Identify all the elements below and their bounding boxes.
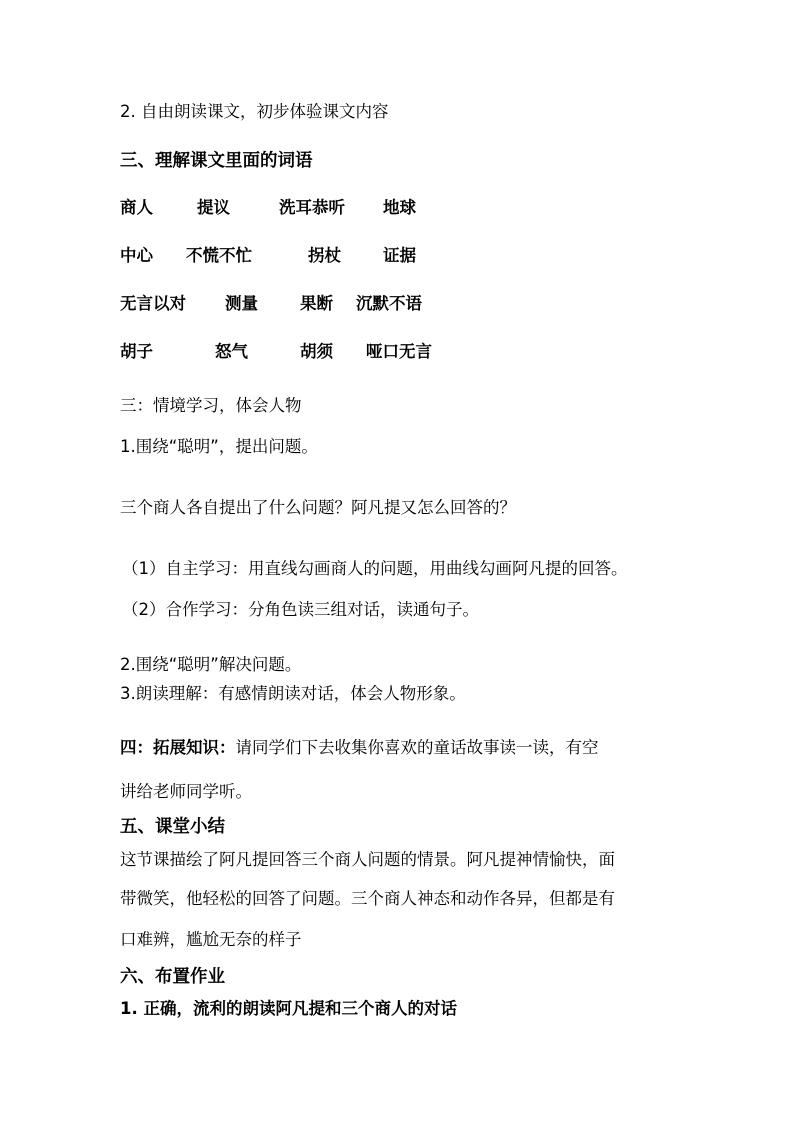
summary-line: 带微笑，他轻松的回答了问题。三个商人神态和动作各异，但都是有 <box>120 889 615 908</box>
extension-paragraph <box>120 737 599 759</box>
vocab-word: 怒气 <box>215 342 248 361</box>
vocab-word: 胡子 <box>120 342 153 361</box>
vocab-word: 果断 <box>300 294 333 313</box>
vocab-word: 哑口无言 <box>366 342 432 361</box>
vocab-word: 沉默不语 <box>356 294 422 313</box>
section-heading-vocabulary: 三、理解课文里面的词语 <box>120 151 313 171</box>
vocab-word: 无言以对 <box>120 294 186 313</box>
vocab-word: 证据 <box>383 246 416 265</box>
vocab-word: 测量 <box>225 294 258 313</box>
extension-text: 请同学们下去收集你喜欢的童话故事读一读，有空 <box>235 738 599 757</box>
vocab-word: 商人 <box>120 198 153 217</box>
section-heading-situational-learning: 三：情境学习，体会人物 <box>120 396 302 415</box>
summary-line: 这节课描绘了阿凡提回答三个商人问题的情景。阿凡提神情愉快，面 <box>120 850 615 869</box>
summary-line: 口难辨，尴尬无奈的样子 <box>120 930 302 949</box>
vocab-word: 中心 <box>120 246 153 265</box>
homework-item: 1. 正确，流利的朗读阿凡提和三个商人的对话 <box>120 999 457 1018</box>
vocab-word: 地球 <box>383 198 416 217</box>
activity-group-study: （2）合作学习：分角色读三组对话，读通句子。 <box>122 600 479 619</box>
vocab-word: 拐杖 <box>308 246 341 265</box>
extension-text-continued: 讲给老师同学听。 <box>120 782 252 801</box>
section-heading-summary: 五、课堂小结 <box>120 817 225 837</box>
activity-self-study: （1）自主学习：用直线勾画商人的问题，用曲线勾画阿凡提的回答。 <box>122 559 628 578</box>
vocab-word: 胡须 <box>300 342 333 361</box>
vocab-word: 洗耳恭听 <box>279 198 345 217</box>
vocab-word: 提议 <box>197 198 230 217</box>
question-text: 三个商人各自提出了什么问题？阿凡提又怎么回答的？ <box>120 498 516 517</box>
step-1-text: 1.围绕“聪明”，提出问题。 <box>120 437 318 456</box>
step-2-text: 2.围绕“聪明”解决问题。 <box>120 655 302 674</box>
reading-step-text: 2. 自由朗读课文，初步体验课文内容 <box>120 102 389 121</box>
section-heading-homework: 六、布置作业 <box>120 967 225 987</box>
step-3-text: 3.朗读理解：有感情朗读对话，体会人物形象。 <box>120 684 466 703</box>
extension-label: 四：拓展知识： <box>120 738 236 757</box>
vocab-word: 不慌不忙 <box>186 246 252 265</box>
